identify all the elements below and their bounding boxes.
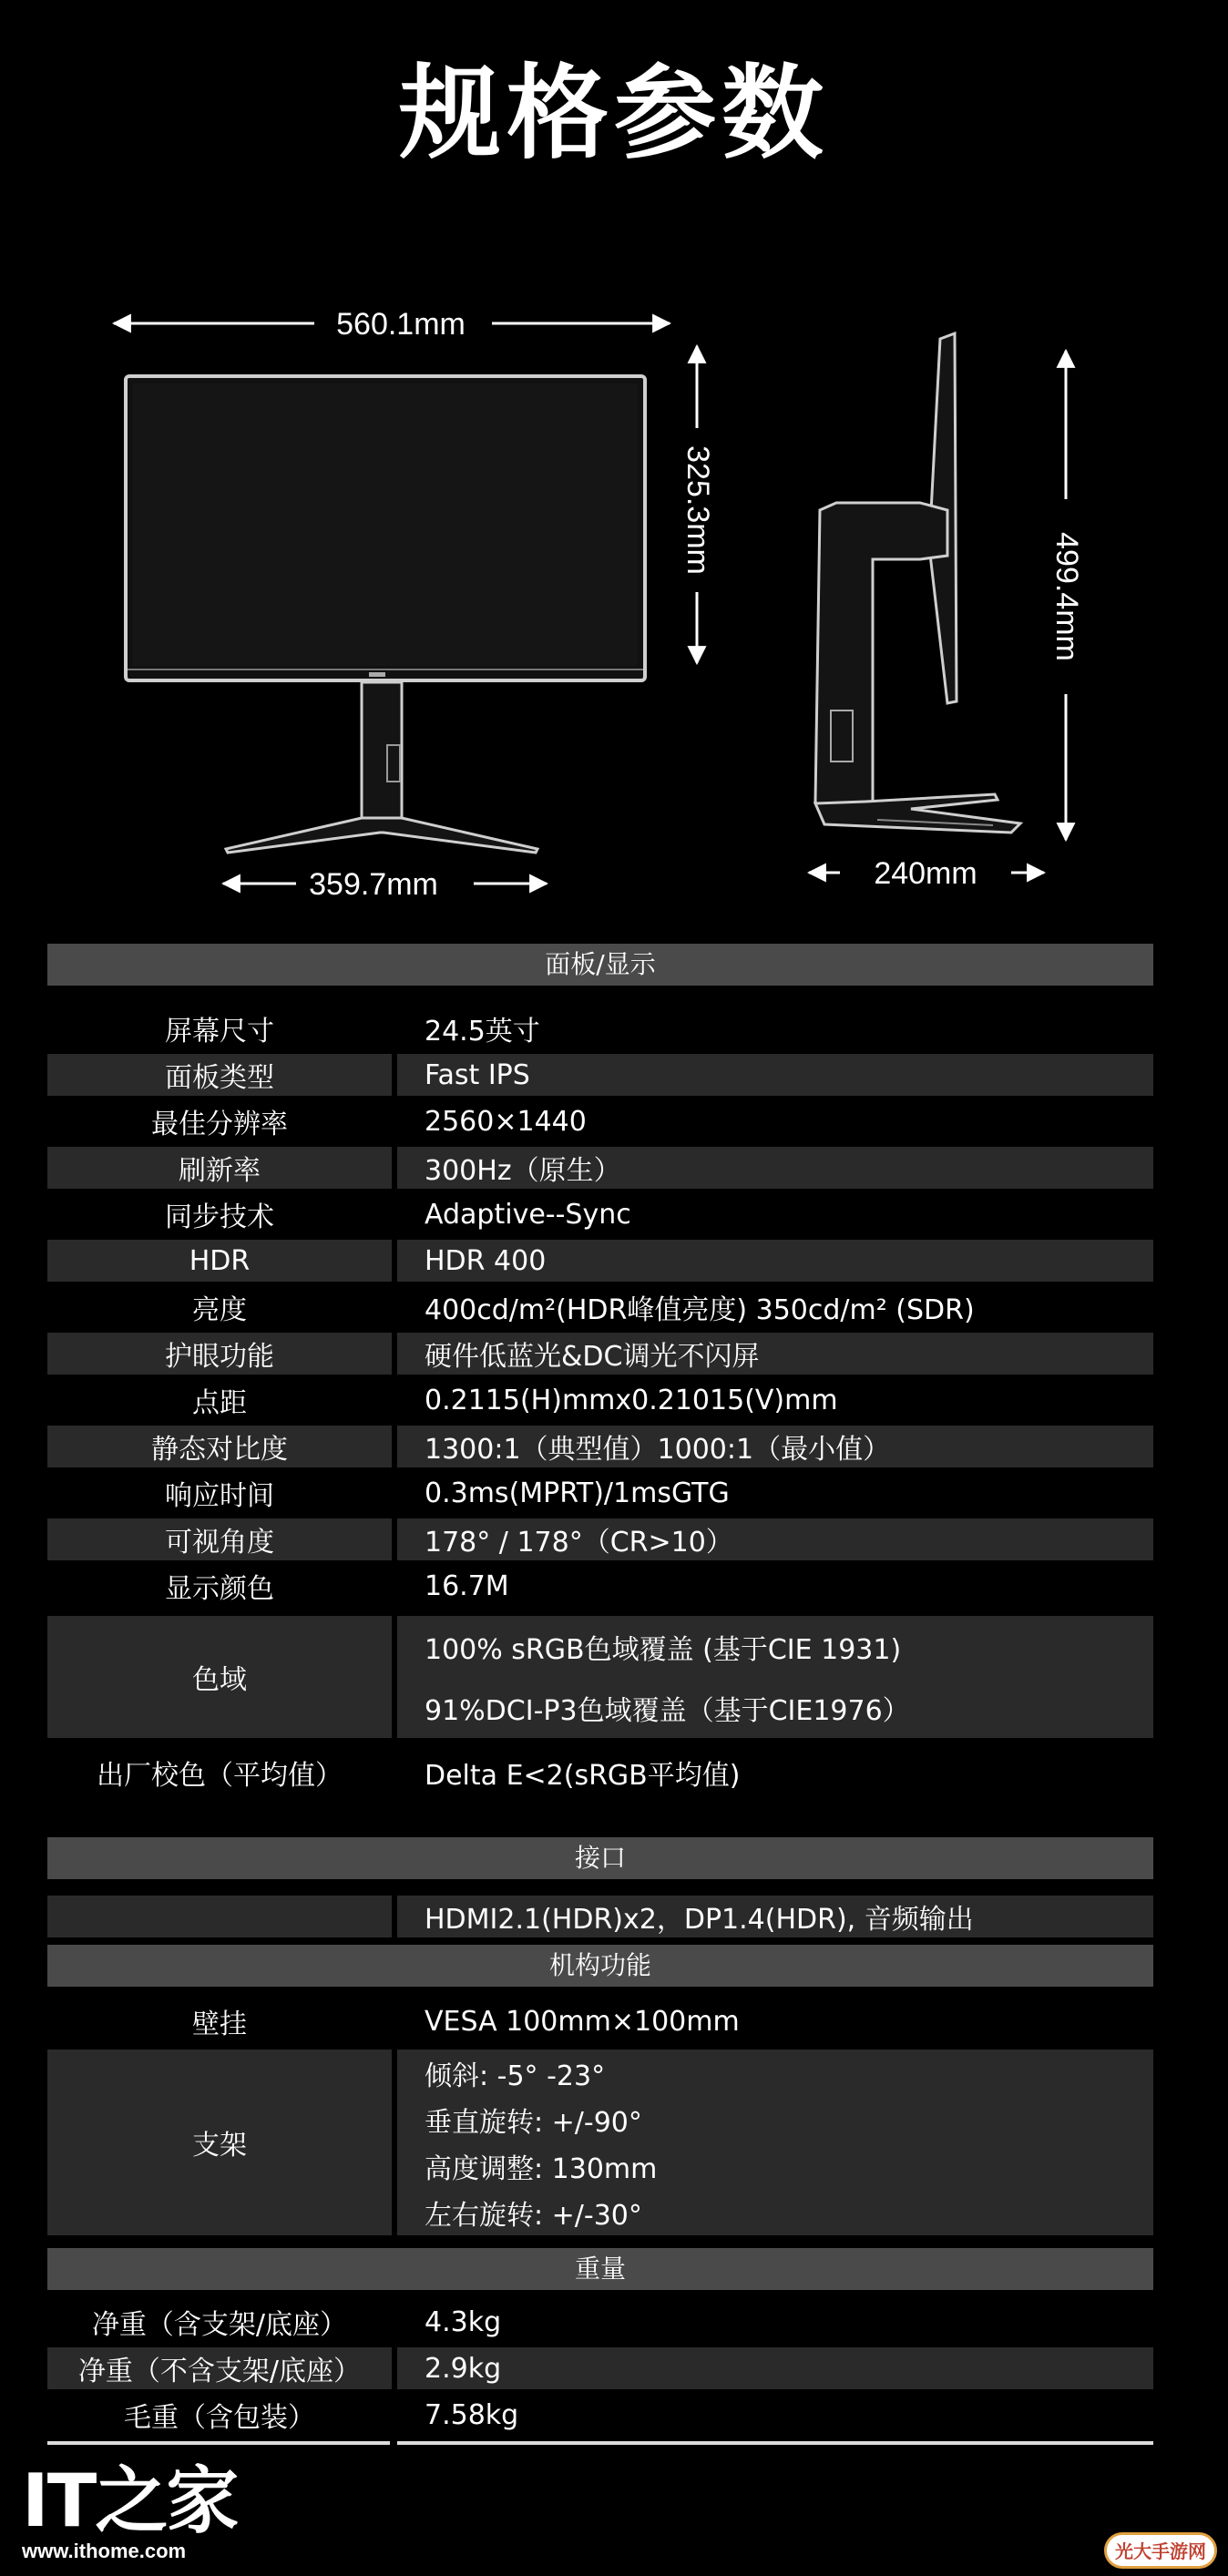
spec-value: 硬件低蓝光&DC调光不闪屏 (397, 1333, 1153, 1375)
spec-label: 响应时间 (165, 1480, 274, 1512)
gamut-line-dcip3: 91%DCI-P3色域覆盖（基于CIE1976） (425, 1694, 910, 1727)
monitor-dimension-diagram (0, 273, 1228, 911)
ports-label-blank (47, 1896, 392, 1937)
spec-value: Fast IPS (397, 1054, 1153, 1096)
table-end-divider (47, 2441, 390, 2445)
watermark-badge: 光大手游网 (1104, 2532, 1217, 2569)
spec-value: 1300:1（典型值）1000:1（最小值） (397, 1426, 1153, 1467)
table-end-divider (397, 2441, 1153, 2445)
spec-value: 400cd/m²(HDR峰值亮度) 350cd/m² (SDR) (425, 1294, 975, 1326)
spec-label: 同步技术 (165, 1201, 274, 1233)
spec-label: 点距 (192, 1387, 247, 1419)
brand-url: www.ithome.com (22, 2540, 187, 2562)
spec-label: 净重（含支架/底座） (91, 2309, 348, 2341)
spec-value: 4.3kg (425, 2305, 502, 2338)
spec-label: 亮度 (192, 1294, 247, 1326)
spec-value-stand (397, 2050, 1153, 2235)
gamut-line-srgb: 100% sRGB色域覆盖 (基于CIE 1931) (425, 1633, 902, 1666)
stand-height: 高度调整: 130mm (425, 2152, 658, 2185)
width-dimension: 560.1mm (336, 307, 466, 342)
depth-dimension: 240mm (874, 856, 977, 891)
spec-value: 0.3ms(MPRT)/1msGTG (425, 1477, 730, 1509)
height-dimension: 325.3mm (681, 445, 715, 575)
spec-value: 178° / 178°（CR>10） (397, 1518, 1153, 1560)
spec-label: 显示颜色 (165, 1573, 274, 1605)
side-view-monitor (815, 333, 1020, 833)
spec-value: 7.58kg (425, 2398, 519, 2431)
ports-value: HDMI2.1(HDR)x2，DP1.4(HDR), 音频输出 (397, 1896, 1153, 1937)
stand-tilt: 倾斜: -5° -23° (425, 2060, 606, 2092)
spec-value: Adaptive--Sync (425, 1198, 631, 1231)
front-view-monitor (126, 376, 645, 853)
total-height-dimension: 499.4mm (1049, 532, 1084, 661)
spec-label: 护眼功能 (47, 1333, 392, 1375)
base-width-dimension: 359.7mm (309, 867, 438, 902)
spec-label: 毛重（含包装） (124, 2402, 315, 2434)
section-header-weight: 重量 (47, 2248, 1153, 2290)
spec-label-stand: 支架 (47, 2050, 392, 2235)
spec-label: 面板类型 (47, 1054, 392, 1096)
spec-value: 0.2115(H)mmx0.21015(V)mm (425, 1384, 838, 1416)
spec-label-gamut: 色域 (47, 1616, 392, 1738)
spec-label: 最佳分辨率 (151, 1109, 288, 1140)
stand-pivot: 垂直旋转: +/-90° (425, 2106, 642, 2139)
section-header-mech: 机构功能 (47, 1945, 1153, 1987)
spec-label: 刷新率 (47, 1147, 392, 1189)
spec-label: 壁挂 (192, 2009, 247, 2040)
spec-value: 16.7M (425, 1569, 509, 1602)
page-title: 规格参数 (399, 55, 829, 173)
section-header-ports: 接口 (47, 1837, 1153, 1879)
stand-swivel: 左右旋转: +/-30° (425, 2199, 642, 2232)
ithome-logo (22, 2458, 238, 2563)
spec-value: 2560×1440 (425, 1105, 587, 1138)
section-header-panel: 面板/显示 (47, 944, 1153, 986)
spec-value: 24.5英寸 (425, 1016, 540, 1048)
spec-label: 屏幕尺寸 (165, 1016, 274, 1048)
spec-label: 可视角度 (47, 1518, 392, 1560)
spec-label: 出厂校色（平均值） (97, 1760, 343, 1792)
spec-value: HDR 400 (397, 1240, 1153, 1282)
spec-value: Delta E<2(sRGB平均值) (425, 1760, 741, 1792)
spec-label: 净重（不含支架/底座） (47, 2347, 392, 2389)
brand-name: IT之家 (22, 2458, 238, 2543)
spec-label: HDR (47, 1240, 392, 1282)
spec-value: VESA 100mm×100mm (425, 2005, 740, 2038)
spec-label: 静态对比度 (47, 1426, 392, 1467)
spec-value-gamut (397, 1616, 1153, 1738)
spec-value: 300Hz（原生） (397, 1147, 1153, 1189)
spec-value: 2.9kg (397, 2347, 1153, 2389)
